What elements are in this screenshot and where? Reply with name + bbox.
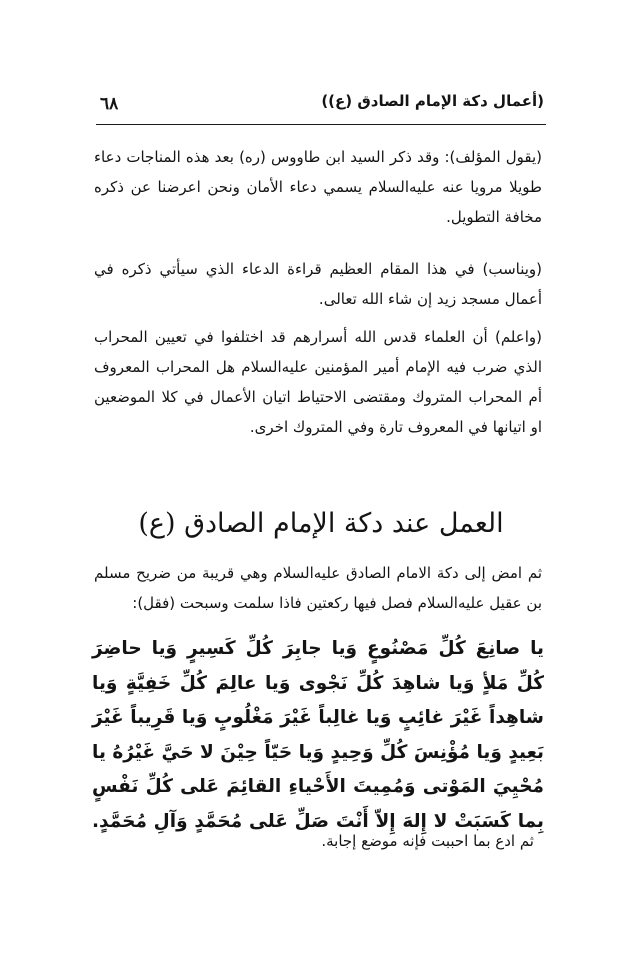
page-header: [0, 88, 626, 120]
section-heading: العمل عند دكة الإمام الصادق (ع): [138, 508, 504, 539]
prayer-text: يا صانِعَ كُلِّ مَصْنُوعٍ وَيا جابِرَ كُلِّ كَسِيرٍ وَيا حاضِرَ كُلِّ مَلأٍ وَيا شاهِدَ كُلِّ نَجْوى وَيا عالِمَ كُلِّ خَفِيَّةٍ وَيا شاهِداً غَيْرَ غائِبٍ وَيا غالِباً غَيْرَ مَغْلُوبٍ وَيا قَرِيباً غَيْرَ بَعِيدٍ وَيا مُؤْنِسَ كُلِّ وَحِيدٍ وَيا حَيّاً حِيْنَ لا حَيَّ غَيْرُهُ يا مُحْيِيَ المَوْتى وَمُمِيتَ الأَحْياءِ القائِمَ عَلى كُلِّ نَفْسٍ بِما كَسَبَتْ لا إِلهَ إِلاّ أَنْتَ صَلِّ عَلى مُحَمَّدٍ وَآلِ مُحَمَّدٍ.: [92, 638, 544, 832]
paragraph-author-note: (يقول المؤلف): وقد ذكر السيد ابن طاووس (ره) بعد هذه المناجات دعاء طويلا مرويا عنه عليه‌السلام يسمي دعاء الأمان ونحن اعرضنا عن ذكره مخافة التطويل.: [94, 148, 542, 226]
header-rule: [96, 124, 546, 125]
page-number: ٦٨: [100, 94, 119, 114]
closing-instruction: ثم ادع بما احببت فإنه موضع إجابة.: [321, 832, 534, 850]
paragraph-mihrab-note: (واعلم) أن العلماء قدس الله أسرارهم قد اختلفوا في تعيين المحراب الذي ضرب فيه الإمام أمير المؤمنين عليه‌السلام هل المحراب المعروف أم المحراب المتروك ومقتضى الاحتياط اتيان الأعمال في كلا الموضعين او اتيانها في المعروف تارة وفي المتروك اخرى.: [94, 328, 542, 436]
running-title: (أعمال دكة الإمام الصادق (ع)): [321, 92, 544, 110]
paragraph-recommendation: (ويناسب) في هذا المقام العظيم قراءة الدعاء الذي سيأتي ذكره في أعمال مسجد زيد إن شاء الله تعالى.: [94, 260, 542, 308]
section-intro: ثم امض إلى دكة الامام الصادق عليه‌السلام وهي قريبة من ضريح مسلم بن عقيل عليه‌السلام فصل فيها ركعتين فاذا سلمت وسبحت (فقل):: [94, 564, 542, 612]
